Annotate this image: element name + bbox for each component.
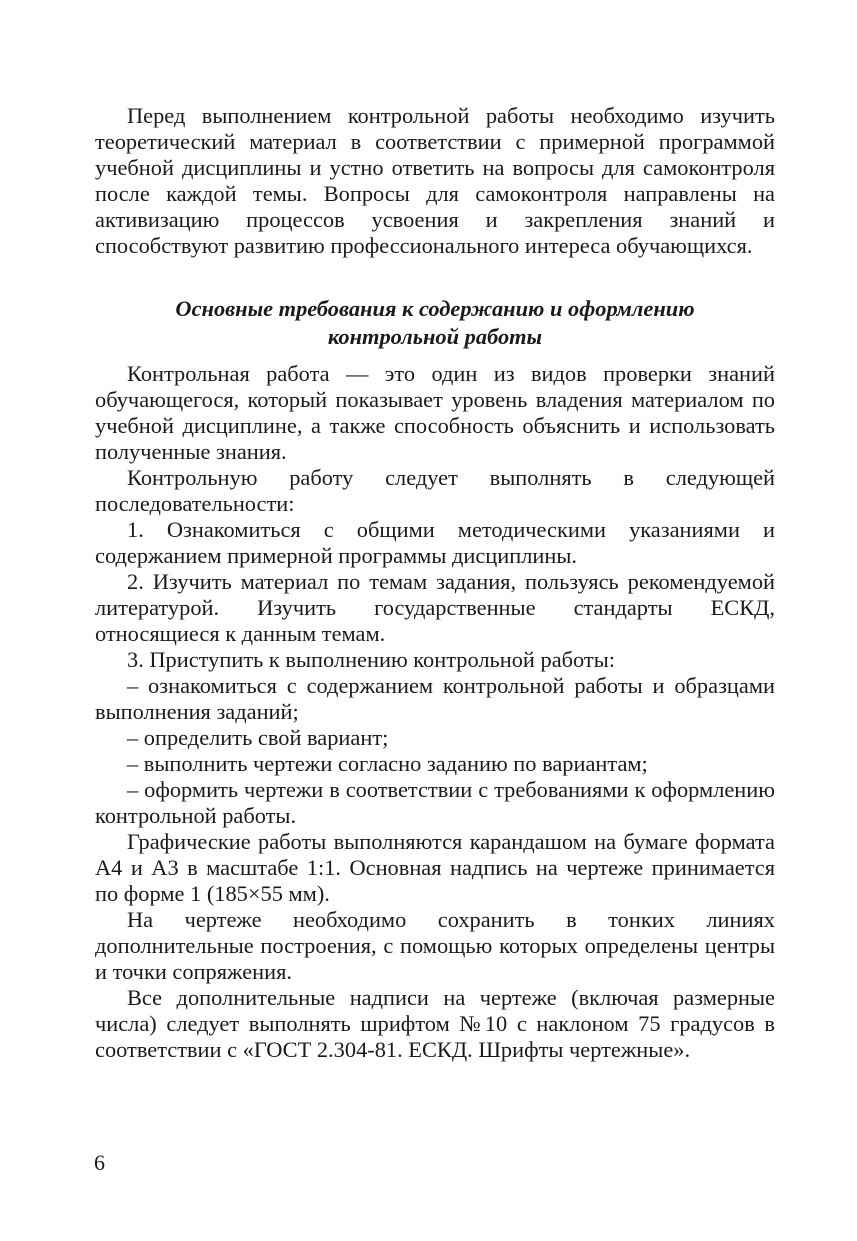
section-heading-line-2: контрольной работы [327,324,543,349]
paragraph-sequence-intro: Контрольную работу следует выполнять в следующей последовательности: [95,465,775,516]
list-item-step-1: 1. Ознакомиться с общими методическими указаниями и содержанием примерной программы дисциплины. [95,517,775,568]
list-item-dash-2: – определить свой вариант; [127,725,389,750]
list-item-step-3: 3. Приступить к выполнению контрольной работы: [127,647,615,672]
paragraph-font-requirements: Все дополнительные надписи на чертеже (включая размерные числа) следует выполнять шрифтом №10 с наклоном 75 градусов в соответствии с «ГОСТ 2.304-81. ЕСКД. Шрифты чертежные». [95,985,775,1062]
paragraph-graphic-works: Графические работы выполняются карандашом на бумаге формата А4 и А3 в масштабе 1:1. Основная надпись на чертеже принимается по форме 1 (185×55 мм). [95,829,775,906]
section-heading-line-1: Основные требования к содержанию и оформлению [175,296,695,321]
list-item-dash-1: – ознакомиться с содержанием контрольной работы и образцами выполнения заданий; [95,673,775,724]
paragraph-definition: Контрольная работа — это один из видов проверки знаний обучающегося, который показывает уровень владения материалом по учебной дисциплине, а также способность объяснить и использовать полученные знания. [95,361,775,464]
intro-paragraph: Перед выполнением контрольной работы необходимо изучить теоретический материал в соответствии с примерной программой учебной дисциплины и устно ответить на вопросы для самоконтроля после каждой темы. Вопросы для самоконтроля направлены на активизацию процессов усвоения и закрепления знаний и способствуют развитию профессионального интереса обучающихся. [95,103,775,258]
list-item-dash-3: – выполнить чертежи согласно заданию по вариантам; [127,751,648,776]
page-number: 6 [94,1150,105,1175]
paragraph-thin-lines: На чертеже необходимо сохранить в тонких линиях дополнительные построения, с помощью которых определены центры и точки сопряжения. [95,907,775,984]
section-heading [95,295,775,351]
page-body [95,103,775,1063]
list-item-dash-4: – оформить чертежи в соответствии с требованиями к оформлению контрольной работы. [95,777,775,828]
list-item-step-2: 2. Изучить материал по темам задания, пользуясь рекомендуемой литературой. Изучить государственные стандарты ЕСКД, относящиеся к данным темам. [95,569,775,646]
